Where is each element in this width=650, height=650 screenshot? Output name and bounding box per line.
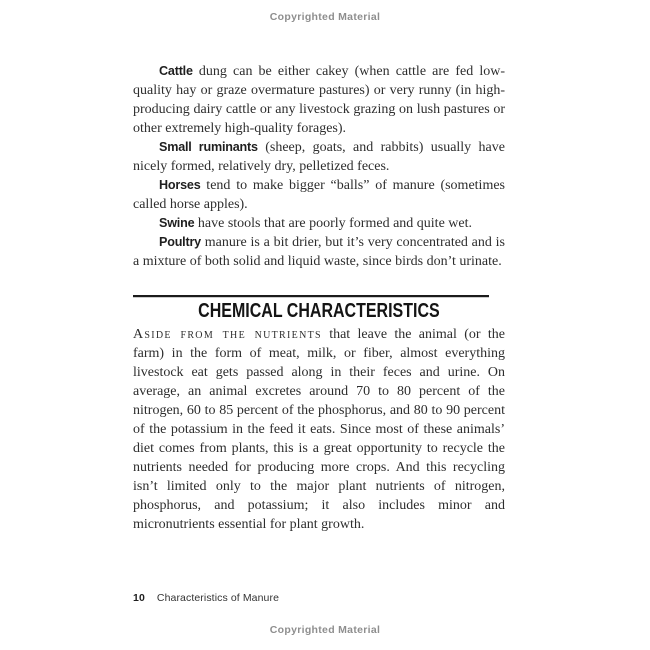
- section-lead-smallcaps: Aside from the nutrients: [133, 327, 322, 342]
- copyright-notice-top: Copyrighted Material: [269, 11, 381, 23]
- paragraph: [133, 62, 505, 138]
- paragraph: [133, 138, 505, 176]
- section-heading: [133, 301, 505, 322]
- paragraph-list: [133, 62, 505, 271]
- paragraph: [133, 233, 505, 271]
- paragraph-text: (sheep, goats, and rabbits) usually have nicely formed, relatively dry, pelletized feces.: [133, 140, 505, 174]
- paragraph-text: dung can be either cakey (when cattle are fed low-quality hay or graze overmature pastures) or very runny (in high-producing dairy cattle or any livestock grazing on lush pastures or other extremely high-quality forages).: [133, 64, 505, 136]
- page-number: 10: [133, 592, 145, 604]
- paragraph-lead-word: Horses: [159, 178, 201, 192]
- section-paragraph: [133, 325, 505, 534]
- section-divider-rule: [133, 295, 489, 298]
- section-body-text: that leave the animal (or the farm) in the form of meat, milk, or fiber, almost everything livestock eat gets passed along in their feces and urine. On average, an animal excretes around 70 to 80 percent of the nitrogen, 60 to 85 percent of the phosphorus, and 80 to 90 percent of the potassium in the feed it eats. Since most of these animals’ diet comes from plants, this is a great opportunity to recycle the nutrients needed for producing more crops. And this recycling isn’t limited only to the major plant nutrients of nitrogen, phosphorus, and potassium; it also includes minor and micronutrients essential for plant growth.: [133, 327, 505, 532]
- running-title: Characteristics of Manure: [156, 592, 280, 604]
- paragraph-text: manure is a bit drier, but it’s very concentrated and is a mixture of both solid and liquid waste, since birds don’t urinate.: [133, 235, 505, 269]
- running-footer: [133, 592, 505, 604]
- paragraph-lead-word: Swine: [159, 216, 195, 230]
- paragraph-text: have stools that are poorly formed and quite wet.: [194, 216, 472, 231]
- text-block: [133, 62, 505, 534]
- paragraph-lead-word: Poultry: [159, 235, 201, 249]
- paragraph-text: tend to make bigger “balls” of manure (sometimes called horse apples).: [133, 178, 505, 212]
- paragraph-lead-word: Small ruminants: [159, 140, 258, 154]
- paragraph-lead-word: Cattle: [159, 64, 193, 78]
- paragraph: [133, 176, 505, 214]
- paragraph: [133, 214, 505, 233]
- section-heading-text: CHEMICAL CHARACTERISTICS: [198, 300, 440, 322]
- copyright-notice-bottom: Copyrighted Material: [269, 624, 381, 636]
